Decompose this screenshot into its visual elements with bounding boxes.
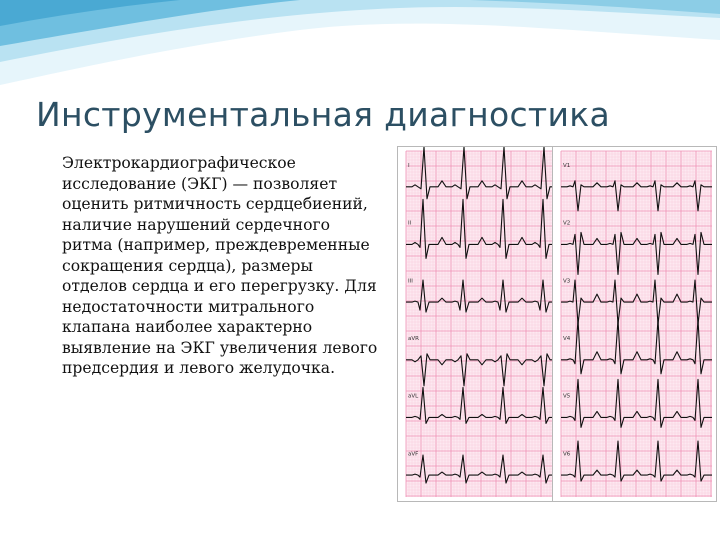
ecg-limb-leads-strip (398, 147, 561, 501)
ecg-limb-lead-label: II (408, 220, 412, 227)
ecg-chest-lead-label: V5 (563, 393, 571, 400)
slide-body-text: Электрокардиографическое исследование (ЭКГ) — позволяет оценить ритмичность сердцебиений, наличие нарушений сердечного ритма (например, преждевременные сокращения сердца), размеры отделов сердца и его перегрузку. Для недостаточности митрального клапана наиболее характерно выявление на ЭКГ увеличения левого предсердия и левого желудочка. (62, 154, 378, 377)
ecg-limb-lead-label: aVR (408, 336, 419, 342)
ecg-chest-lead-label: V1 (563, 163, 571, 169)
ecg-limb-leads-panel (397, 146, 562, 502)
ecg-limb-lead-label: I (408, 163, 410, 169)
ecg-limb-lead-label: aVF (408, 451, 419, 458)
ecg-limb-lead-label: III (408, 278, 413, 285)
ecg-chest-lead-label: V6 (563, 451, 571, 458)
ecg-limb-grid (406, 151, 557, 497)
ecg-chest-grid (561, 151, 712, 497)
ecg-chest-leads-strip (553, 147, 716, 501)
ecg-chest-lead-label: V4 (563, 336, 571, 342)
ecg-limb-lead-label: aVL (408, 393, 419, 400)
ecg-chest-lead-label: V3 (563, 278, 571, 285)
header-wave-decoration (0, 0, 720, 110)
ecg-chest-lead-label: V2 (563, 220, 571, 227)
slide-title: Инструментальная диагностика (36, 95, 610, 134)
ecg-chest-leads-panel (552, 146, 717, 502)
